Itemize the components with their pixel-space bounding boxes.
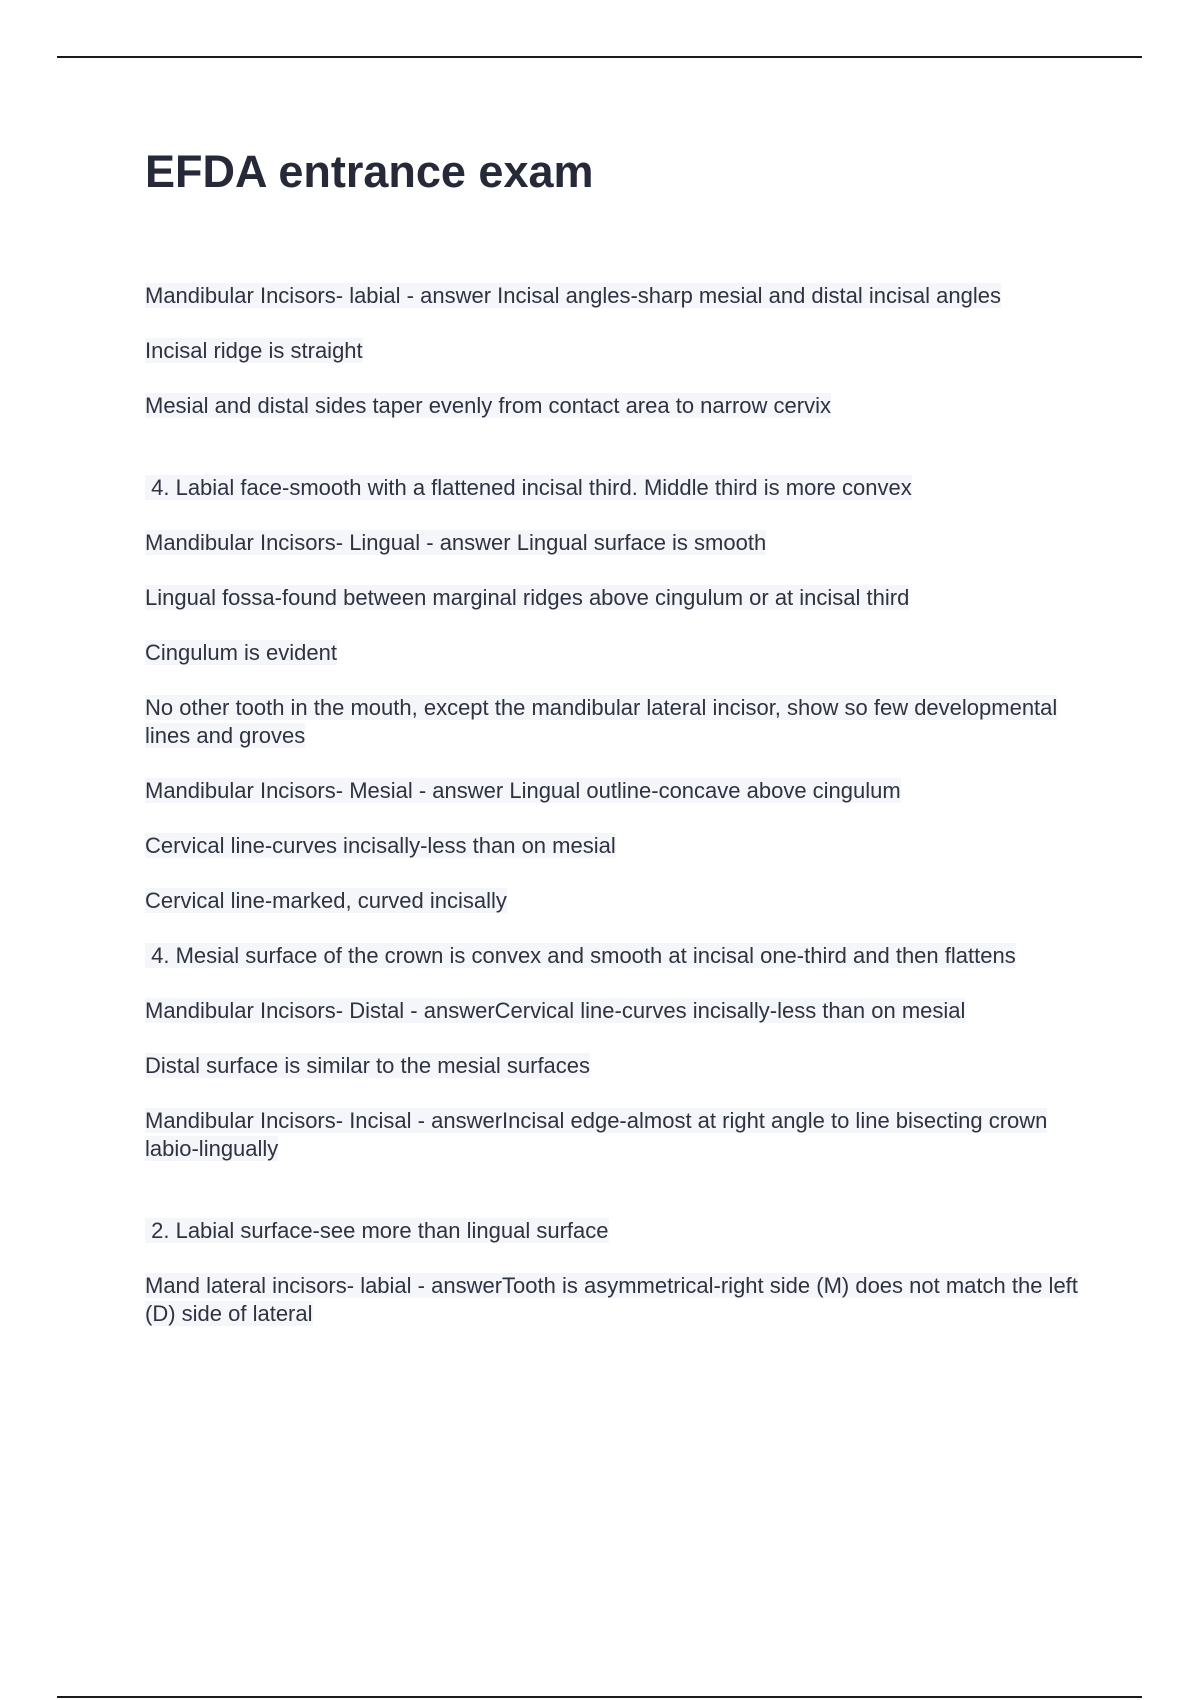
paragraph — [145, 942, 1100, 970]
paragraph — [145, 1052, 1100, 1080]
paragraph-text: Incisal ridge is straight — [145, 338, 363, 363]
paragraph-text: Mandibular Incisors- Distal - answerCervical line-curves incisally-less than on mesial — [145, 998, 966, 1023]
paragraph — [145, 777, 1100, 805]
paragraph-text: Mesial and distal sides taper evenly from contact area to narrow cervix — [145, 393, 831, 418]
bottom-divider — [57, 1696, 1142, 1698]
paragraph — [145, 997, 1100, 1025]
paragraph — [145, 1217, 1100, 1245]
paragraph-text: No other tooth in the mouth, except the mandibular lateral incisor, show so few developmental lines and groves — [145, 695, 1058, 748]
paragraph-text: Mandibular Incisors- Mesial - answer Lingual outline-concave above cingulum — [145, 778, 901, 803]
paragraph-text: 4. Labial face-smooth with a flattened incisal third. Middle third is more convex — [145, 475, 912, 500]
paragraph — [145, 529, 1100, 557]
paragraph-text: 4. Mesial surface of the crown is convex and smooth at incisal one-third and then flattens — [145, 943, 1016, 968]
paragraph-text: Cervical line-marked, curved incisally — [145, 888, 507, 913]
paragraph-text: Distal surface is similar to the mesial surfaces — [145, 1053, 591, 1078]
paragraph — [145, 1107, 1100, 1163]
paragraph — [145, 1272, 1100, 1328]
paragraph-text: Cingulum is evident — [145, 640, 337, 665]
paragraph — [145, 392, 1100, 420]
paragraph — [145, 694, 1100, 750]
document-body — [145, 282, 1100, 1328]
paragraph — [145, 887, 1100, 915]
paragraph-text: Mandibular Incisors- labial - answer Incisal angles-sharp mesial and distal incisal angles — [145, 283, 1001, 308]
paragraph — [145, 832, 1100, 860]
paragraph — [145, 337, 1100, 365]
paragraph-text: Lingual fossa-found between marginal ridges above cingulum or at incisal third — [145, 585, 910, 610]
paragraph-text: Mand lateral incisors- labial - answerTooth is asymmetrical-right side (M) does not match the left (D) side of lateral — [145, 1273, 1078, 1326]
paragraph-text: Cervical line-curves incisally-less than on mesial — [145, 833, 616, 858]
paragraph-text: Mandibular Incisors- Incisal - answerIncisal edge-almost at right angle to line bisecting crown labio-lingually — [145, 1108, 1048, 1161]
paragraph — [145, 474, 1100, 502]
paragraph — [145, 282, 1100, 310]
paragraph-text: Mandibular Incisors- Lingual - answer Lingual surface is smooth — [145, 530, 767, 555]
paragraph — [145, 639, 1100, 667]
document-title: EFDA entrance exam — [145, 146, 594, 197]
top-divider — [57, 56, 1142, 58]
paragraph — [145, 584, 1100, 612]
paragraph-text: 2. Labial surface-see more than lingual surface — [145, 1218, 609, 1243]
